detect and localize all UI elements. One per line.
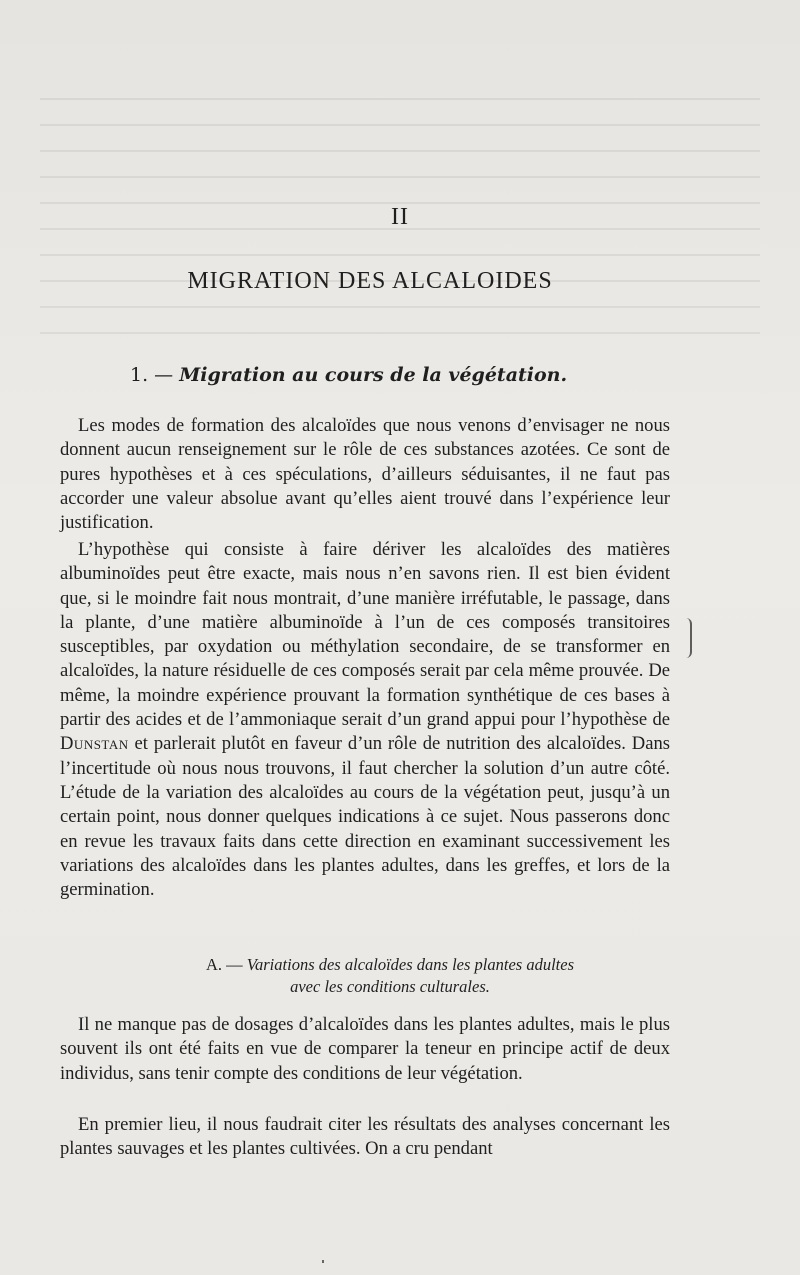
chapter-title: MIGRATION DES ALCALOIDES (187, 268, 553, 294)
chapter-number: II (391, 204, 409, 230)
paragraph-2-text (60, 538, 670, 902)
section-title: Migration au cours de la végétation. (179, 364, 568, 386)
paragraph-3-text: Il ne manque pas de dosages d’alcaloïdes dans les plantes adultes, mais le plus souvent ils ont été faits en vue de comparer la teneur en principe actif de deux individus, sans tenir compte des conditions de leur végétation. (60, 1014, 670, 1084)
margin-bracket (682, 618, 692, 658)
paragraph-4 (60, 1113, 670, 1162)
subsection-label: A. — (205, 955, 243, 974)
section-heading (130, 364, 567, 386)
subsection-title-line-2: avec les conditions culturales. (290, 977, 490, 996)
paragraph-1 (60, 414, 670, 535)
paragraph-3 (60, 1013, 670, 1086)
subsection-heading (0, 954, 780, 998)
author-name: Dunstan (60, 733, 129, 755)
subsection-line-1 (0, 954, 780, 976)
section-number: 1. — (130, 364, 174, 386)
paragraph-2-part-1: L’hypothèse qui consiste à faire dériver les alcaloïdes des matières albuminoïdes peut être exacte, mais nous n’en savons rien. Il est bien évident que, si le moindre fait nous montrait, d’une manière irréfutable, le passage, dans la plante, d’une matière albuminoïde à l’un de ces composés transitoires susceptibles, par oxydation ou méthylation secondaire, de se transformer en alcaloïdes, la nature résiduelle de ces composés serait par cela même prouvée. De même, la moindre expérience prouvant la formation synthétique de ces bases à partir des acides et de l’ammoniaque serait d’un grand appui pour l’hypothèse de (60, 539, 670, 731)
paragraph-2-part-2: et parlerait plutôt en faveur d’un rôle de nutrition des alcaloïdes. Dans l’incertitude où nous nous trouvons, il faut chercher la solution d’un autre côté. L’étude de la variation des alcaloïdes au cours de la végétation peut, jusqu’à un certain point, nous donner quelques indications à ce sujet. Nous passerons donc en revue les travaux faits dans cette direction en examinant successivement les variations des alcaloïdes dans les plantes adultes, dans les greffes, et lors de la germination. (60, 733, 670, 901)
subsection-title-line-1: Variations des alcaloïdes dans les plantes adultes (246, 955, 575, 974)
paragraph-4-text: En premier lieu, il nous faudrait citer les résultats des analyses concernant les plantes sauvages et les plantes cultivées. On a cru pendant (60, 1114, 670, 1160)
paragraph-2 (60, 538, 670, 902)
paragraph-1-text: Les modes de formation des alcaloïdes que nous venons d’envisager ne nous donnent aucun renseignement sur le rôle de ces substances azotées. Ce sont de pures hypothèses et à ces spéculations, d’ailleurs séduisantes, il ne faut pas accorder une valeur absolue avant qu’elles aient trouvé dans l’expérience leur justification. (60, 415, 670, 534)
paper-speck (322, 1260, 324, 1263)
